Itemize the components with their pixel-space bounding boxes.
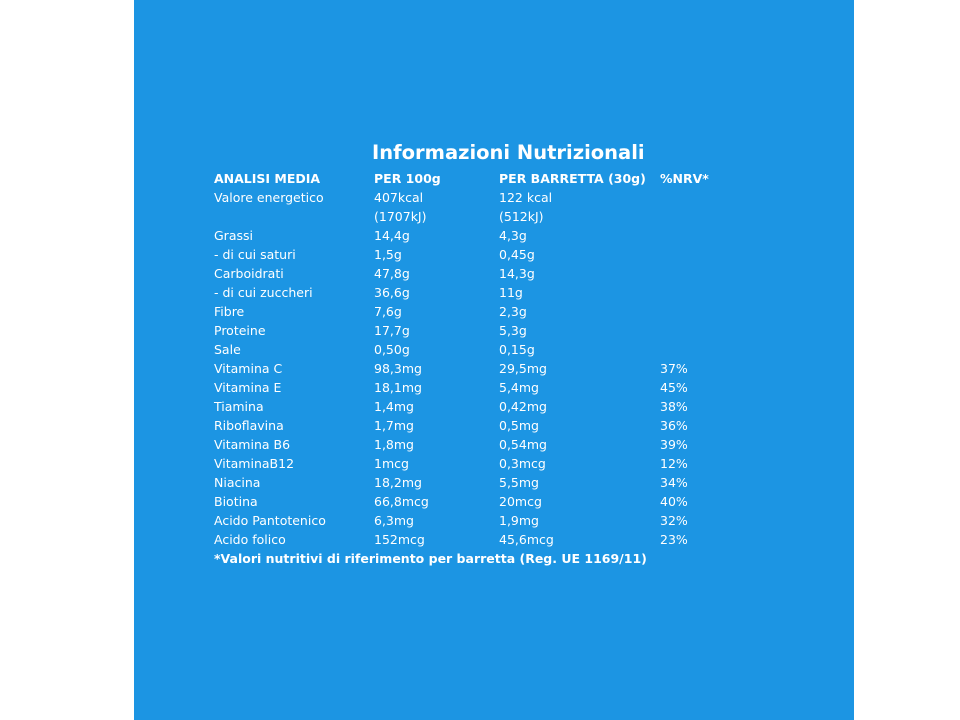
cell-nutrient: Tiamina: [214, 399, 264, 414]
cell-per-barretta: 0,42mg: [499, 399, 547, 414]
cell-per-100g: 1,4mg: [374, 399, 414, 414]
cell-per-barretta: 20mcg: [499, 494, 542, 509]
cell-per-barretta: 2,3g: [499, 304, 527, 319]
table-row: [214, 188, 774, 207]
cell-nutrient: VitaminaB12: [214, 456, 295, 471]
cell-per-100g: 1mcg: [374, 456, 409, 471]
table-header: [214, 169, 774, 188]
cell-per-barretta: 0,45g: [499, 247, 535, 262]
header-per-barretta: PER BARRETTA (30g): [499, 171, 646, 186]
cell-per-barretta: 0,15g: [499, 342, 535, 357]
header-nrv: %NRV*: [660, 171, 709, 186]
table-row: [214, 226, 774, 245]
cell-nutrient: - di cui zuccheri: [214, 285, 313, 300]
cell-nutrient: Acido Pantotenico: [214, 513, 326, 528]
cell-per-100g: 18,1mg: [374, 380, 422, 395]
table-row: [214, 378, 774, 397]
cell-per-100g: 14,4g: [374, 228, 410, 243]
cell-nutrient: Vitamina B6: [214, 437, 291, 452]
table-row: [214, 416, 774, 435]
cell-nutrient: Riboflavina: [214, 418, 284, 433]
cell-per-barretta: 14,3g: [499, 266, 535, 281]
cell-per-100g: 1,8mg: [374, 437, 414, 452]
cell-nrv: 45%: [660, 380, 688, 395]
cell-per-barretta: 0,5mg: [499, 418, 539, 433]
cell-per-100g: 47,8g: [374, 266, 410, 281]
header-analisi-media: ANALISI MEDIA: [214, 171, 321, 186]
cell-per-100g: 6,3mg: [374, 513, 414, 528]
cell-per-barretta: 5,5mg: [499, 475, 539, 490]
cell-per-barretta: 45,6mcg: [499, 532, 554, 547]
cell-per-barretta: 29,5mg: [499, 361, 547, 376]
cell-nutrient: - di cui saturi: [214, 247, 296, 262]
cell-nutrient: Proteine: [214, 323, 266, 338]
cell-nutrient: Vitamina E: [214, 380, 282, 395]
cell-per-100g: 0,50g: [374, 342, 410, 357]
nutrition-table: [214, 169, 774, 568]
table-row: [214, 511, 774, 530]
cell-per-barretta: 4,3g: [499, 228, 527, 243]
cell-per-100g: 1,5g: [374, 247, 402, 262]
cell-nutrient: Sale: [214, 342, 241, 357]
cell-nutrient: Acido folico: [214, 532, 286, 547]
table-row: [214, 340, 774, 359]
cell-per-100g: 36,6g: [374, 285, 410, 300]
cell-nrv: 34%: [660, 475, 688, 490]
table-row: [214, 207, 774, 226]
cell-per-100g: (1707kJ): [374, 209, 427, 224]
cell-per-barretta: 0,3mcg: [499, 456, 546, 471]
cell-nutrient: Carboidrati: [214, 266, 284, 281]
cell-per-barretta: 11g: [499, 285, 523, 300]
page-title: Informazioni Nutrizionali: [372, 141, 645, 164]
cell-per-100g: 7,6g: [374, 304, 402, 319]
footnote: *Valori nutritivi di riferimento per barretta (Reg. UE 1169/11): [214, 551, 647, 566]
cell-nrv: 32%: [660, 513, 688, 528]
table-row: [214, 492, 774, 511]
cell-per-barretta: 0,54mg: [499, 437, 547, 452]
table-row: [214, 454, 774, 473]
cell-nutrient: Valore energetico: [214, 190, 324, 205]
table-row: [214, 435, 774, 454]
cell-per-barretta: 1,9mg: [499, 513, 539, 528]
table-row: [214, 245, 774, 264]
table-body: [214, 188, 774, 549]
cell-per-100g: 66,8mcg: [374, 494, 429, 509]
cell-nrv: 40%: [660, 494, 688, 509]
cell-per-barretta: 5,3g: [499, 323, 527, 338]
cell-nutrient: Niacina: [214, 475, 261, 490]
cell-per-100g: 407kcal: [374, 190, 424, 205]
blue-panel: [134, 0, 854, 720]
cell-nrv: 36%: [660, 418, 688, 433]
cell-per-barretta: 5,4mg: [499, 380, 539, 395]
cell-per-100g: 98,3mg: [374, 361, 422, 376]
cell-nrv: 23%: [660, 532, 688, 547]
table-row: [214, 473, 774, 492]
cell-nutrient: Biotina: [214, 494, 258, 509]
cell-nrv: 39%: [660, 437, 688, 452]
table-row: [214, 283, 774, 302]
table-row: [214, 302, 774, 321]
cell-per-100g: 17,7g: [374, 323, 410, 338]
cell-nutrient: Vitamina C: [214, 361, 283, 376]
cell-per-barretta: (512kJ): [499, 209, 544, 224]
cell-per-100g: 152mcg: [374, 532, 425, 547]
header-per-100g: PER 100g: [374, 171, 441, 186]
cell-per-100g: 1,7mg: [374, 418, 414, 433]
cell-nrv: 12%: [660, 456, 688, 471]
cell-nutrient: Grassi: [214, 228, 253, 243]
cell-nutrient: Fibre: [214, 304, 245, 319]
table-row: [214, 397, 774, 416]
table-row: [214, 321, 774, 340]
cell-per-barretta: 122 kcal: [499, 190, 553, 205]
table-row: [214, 264, 774, 283]
cell-nrv: 38%: [660, 399, 688, 414]
cell-per-100g: 18,2mg: [374, 475, 422, 490]
cell-nrv: 37%: [660, 361, 688, 376]
table-row: [214, 359, 774, 378]
table-row: [214, 530, 774, 549]
